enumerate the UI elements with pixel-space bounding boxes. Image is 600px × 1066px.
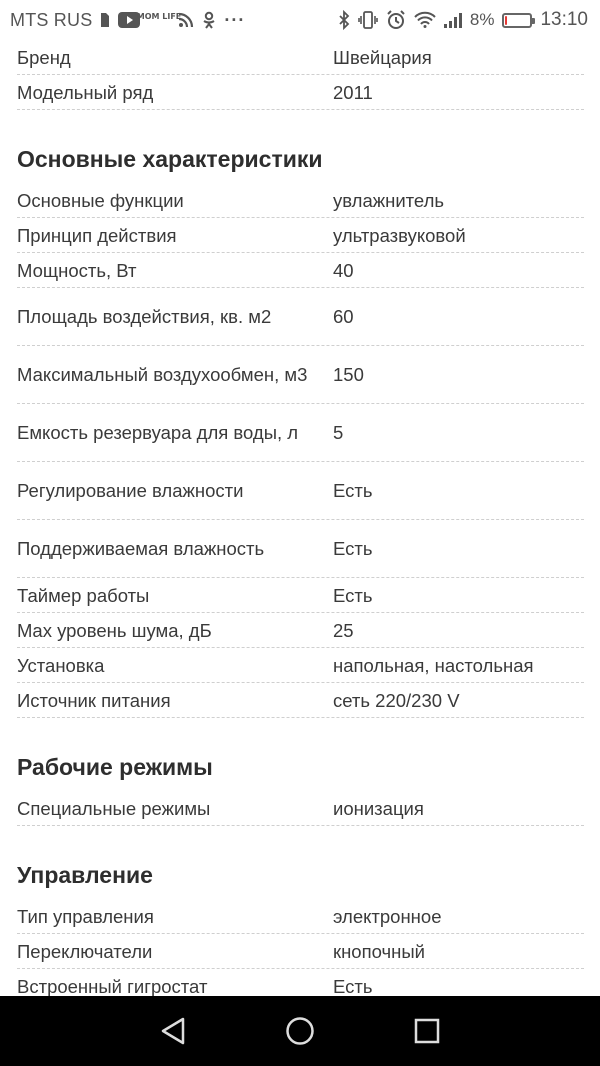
spec-value: ультразвуковой — [333, 224, 466, 246]
home-button[interactable] — [270, 1001, 330, 1061]
wifi-icon — [414, 12, 436, 28]
spec-row — [17, 288, 584, 346]
carrier-name: MTS RUS — [10, 9, 93, 30]
status-bar — [0, 0, 600, 40]
spec-row — [17, 462, 584, 520]
spec-value: 60 — [333, 306, 354, 327]
bluetooth-icon — [338, 11, 350, 29]
ok-icon — [202, 11, 216, 29]
spec-label: Переключатели — [17, 940, 153, 962]
spec-value: 2011 — [333, 81, 373, 103]
section-title: Управление — [17, 862, 153, 888]
spec-label: Поддерживаемая влажность — [17, 538, 265, 559]
battery-percent: 8% — [469, 10, 495, 29]
spec-row — [17, 346, 584, 404]
top-spec-group — [0, 40, 600, 110]
spec-label: Таймер работы — [17, 584, 150, 606]
status-bar-right — [338, 9, 588, 31]
home-icon — [285, 1016, 315, 1046]
status-bar-left — [10, 10, 245, 31]
spec-row — [17, 253, 584, 288]
battery-fill — [505, 16, 507, 25]
spec-label: Источник питания — [17, 689, 171, 711]
spec-label: Регулирование влажности — [17, 480, 244, 501]
spec-value: ионизация — [333, 797, 424, 819]
spec-label: Тип управления — [17, 905, 154, 927]
spec-value: 5 — [333, 422, 344, 443]
spec-row — [17, 899, 584, 934]
spec-value: Есть — [333, 480, 373, 501]
svg-text:MOM LIFE: MOM LIFE — [137, 12, 182, 21]
spec-row — [17, 40, 584, 75]
spec-row — [17, 75, 584, 110]
momlife-icon — [137, 11, 182, 29]
spec-label: Max уровень шума, дБ — [17, 619, 212, 641]
spec-page — [0, 40, 600, 996]
spec-value: 150 — [333, 364, 364, 385]
back-icon — [159, 1016, 187, 1046]
spec-label: Максимальный воздухообмен, м3 — [17, 364, 308, 385]
spec-label: Модельный ряд — [17, 81, 154, 103]
spec-value: Есть — [333, 975, 373, 997]
spec-label: Установка — [17, 654, 105, 676]
clock: 13:10 — [540, 9, 588, 30]
spec-value: сеть 220/230 V — [333, 689, 460, 711]
spec-value: электронное — [333, 905, 442, 927]
more-icon: ··· — [224, 9, 246, 30]
spec-label: Мощность, Вт — [17, 259, 137, 281]
sim-icon — [100, 12, 110, 28]
section-operating-modes — [0, 754, 600, 826]
spec-label: Площадь воздействия, кв. м2 — [17, 306, 272, 327]
spec-label: Основные функции — [17, 189, 184, 211]
spec-label: Встроенный гигростат — [17, 975, 208, 997]
spec-row — [17, 648, 584, 683]
spec-value: Есть — [333, 538, 373, 559]
recents-icon — [414, 1018, 440, 1044]
section-title: Основные характеристики — [17, 146, 323, 172]
signal-icon — [444, 12, 462, 28]
spec-value: напольная, настольная — [333, 654, 534, 676]
navigation-bar — [0, 996, 600, 1066]
recents-button[interactable] — [397, 1001, 457, 1061]
spec-label: Емкость резервуара для воды, л — [17, 422, 299, 443]
spec-row — [17, 683, 584, 718]
spec-row — [17, 183, 584, 218]
spec-row — [17, 613, 584, 648]
section-title: Рабочие режимы — [17, 754, 213, 780]
battery-icon — [502, 13, 532, 28]
spec-value: 40 — [333, 259, 354, 281]
spec-label: Бренд — [17, 46, 71, 68]
vibrate-icon — [358, 11, 378, 29]
rss-icon — [178, 12, 194, 28]
section-control — [0, 862, 600, 1004]
spec-row — [17, 578, 584, 613]
spec-row — [17, 520, 584, 578]
spec-row — [17, 404, 584, 462]
spec-label: Специальные режимы — [17, 797, 211, 819]
back-button[interactable] — [143, 1001, 203, 1061]
spec-row — [17, 934, 584, 969]
spec-value: Есть — [333, 584, 373, 606]
spec-value: увлажнитель — [333, 189, 445, 211]
spec-value: кнопочный — [333, 940, 425, 962]
spec-row — [17, 791, 584, 826]
spec-value: Швейцария — [333, 46, 432, 68]
spec-label: Принцип действия — [17, 224, 177, 246]
section-main-characteristics — [0, 146, 600, 718]
spec-value: 25 — [333, 619, 354, 641]
spec-row — [17, 218, 584, 253]
alarm-icon — [386, 10, 406, 30]
